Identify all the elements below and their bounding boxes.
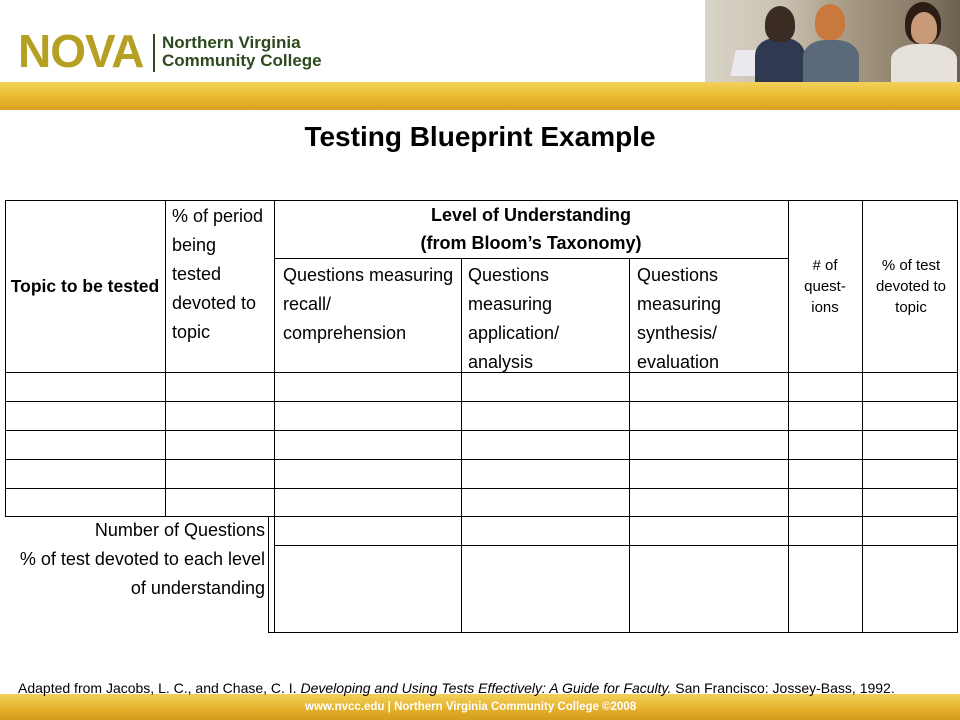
grid-line — [268, 516, 269, 633]
topic-header-text: Topic to be tested — [10, 275, 160, 296]
grid-line — [274, 200, 275, 633]
percent-period-header-text: % of period being tested devoted to topic — [172, 206, 264, 342]
percent-test-header — [864, 200, 958, 372]
table-row — [5, 488, 958, 517]
number-of-questions-text: Number of Questions — [94, 520, 265, 540]
footer-text: www.nvcc.edu | Northern Virginia Community College ©2008 — [305, 701, 637, 713]
synthesis-header-text: Questions measuring synthesis/ evaluation — [637, 265, 722, 372]
college-name-line1: Northern Virginia — [162, 33, 301, 52]
grid-line — [5, 459, 958, 460]
grid-line — [5, 401, 958, 402]
grid-line — [5, 488, 958, 489]
grid-line — [274, 545, 958, 546]
nova-logo: NOVA — [18, 25, 144, 77]
synthesis-header — [637, 261, 787, 372]
table-row — [5, 401, 958, 430]
citation-prefix: Adapted from Jacobs, L. C., and Chase, C. I. — [18, 680, 301, 696]
number-of-questions-label — [5, 516, 267, 546]
citation-title: Developing and Using Tests Effectively: A Guide for Faculty. — [300, 680, 672, 696]
student-face-3 — [911, 12, 937, 44]
header-banner — [0, 0, 960, 82]
table-row — [5, 459, 958, 488]
grid-line — [5, 200, 958, 201]
grid-line — [5, 516, 958, 517]
student-body-1 — [755, 38, 805, 82]
grid-line — [788, 200, 789, 633]
citation-suffix: San Francisco: Jossey-Bass, 1992. — [671, 680, 895, 696]
percent-level-label — [5, 545, 267, 633]
student-head-2 — [815, 4, 845, 40]
table-row — [5, 430, 958, 459]
logo-divider — [153, 34, 155, 72]
students-photo-icon — [705, 0, 960, 82]
table-row — [5, 372, 958, 401]
percent-test-header-text: % of test devoted to topic — [875, 256, 947, 316]
recall-header — [283, 261, 459, 372]
percent-level-text: % of test devoted to each level of understanding — [19, 549, 265, 598]
num-questions-header-text: # of quest-ions — [804, 256, 846, 316]
recall-header-text: Questions measuring recall/ comprehension — [283, 265, 454, 343]
student-head-1 — [765, 6, 795, 42]
grid-line — [5, 430, 958, 431]
level-header — [274, 200, 788, 258]
grid-line — [5, 200, 6, 517]
grid-line — [5, 372, 958, 373]
citation — [18, 679, 948, 697]
grid-line — [165, 200, 166, 517]
topic-header — [5, 200, 165, 372]
gold-band — [0, 82, 960, 110]
grid-line — [862, 200, 863, 633]
grid-line — [268, 632, 958, 633]
student-body-3 — [891, 44, 957, 82]
grid-line — [274, 258, 788, 259]
level-header-line1: Level of Understanding — [430, 205, 632, 225]
college-name-line2: Community College — [162, 51, 322, 70]
application-header-text: Questions measuring application/ analysis — [468, 265, 560, 372]
level-header-line2: (from Bloom’s Taxonomy) — [420, 233, 642, 253]
grid-line — [957, 200, 958, 633]
college-name — [162, 34, 332, 70]
grid-line — [629, 258, 630, 633]
num-questions-header — [789, 200, 861, 372]
application-header — [468, 261, 628, 372]
page-title: Testing Blueprint Example — [304, 121, 656, 152]
percent-period-header — [172, 202, 268, 372]
student-body-2 — [803, 40, 859, 82]
grid-line — [461, 258, 462, 633]
